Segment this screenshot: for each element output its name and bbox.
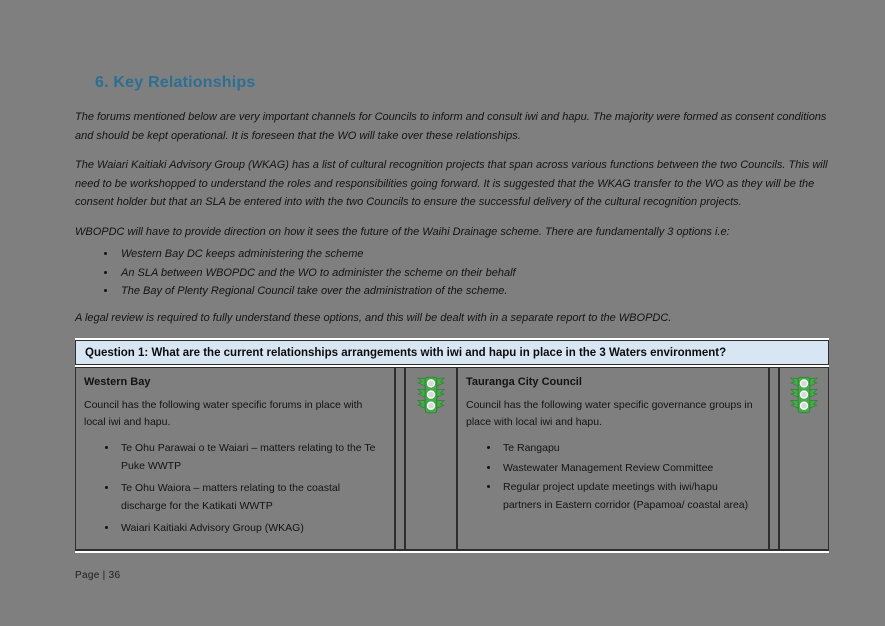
green-traffic-light-icon <box>789 376 819 414</box>
intro-paragraph-2: The Waiari Kaitiaki Advisory Group (WKAG) has a list of cultural recognition projects that span across various functions between the two Councils. This will need to be workshopped to understand the roles and responsibilities going forward. It is suggested that the WKAG transfer to the WO as they will be the consent holder but that an SLA be entered into with the two Councils to ensure the successful delivery of the cultural recognition projects. <box>75 159 828 208</box>
table-spacer <box>395 367 405 551</box>
option-item: • The Bay of Plenty Regional Council take over the administration of the scheme. <box>117 282 845 301</box>
tauranga-city-council-cell <box>457 367 769 551</box>
forum-item: • Regular project update meetings with iwi/hapu partners in Eastern corridor (Papamoa/ coastal area) <box>500 479 758 514</box>
question-table <box>75 338 829 553</box>
western-bay-status-cell <box>405 367 457 551</box>
closing-paragraph: A legal review is required to fully understand these options, and this will be dealt with in a separate report to the WBOPDC. <box>75 311 672 324</box>
forum-item: • Te Ohu Parawai o te Waiari – matters relating to the Te Puke WWTP <box>118 440 384 475</box>
option-item: • Western Bay DC keeps administering the scheme <box>117 245 845 264</box>
forum-list-western-bay <box>84 440 384 538</box>
option-item: • An SLA between WBOPDC and the WO to administer the scheme on their behalf <box>117 264 845 283</box>
forum-item: • Te Rangapu <box>500 440 758 458</box>
green-traffic-light-icon <box>416 376 446 414</box>
page-title: 6. Key Relationships <box>95 74 256 91</box>
column-intro-western-bay: Council has the following water specific forums in place with local iwi and hapu. <box>84 399 363 428</box>
forum-item: • Waiari Kaitiaki Advisory Group (WKAG) <box>118 520 384 538</box>
column-intro-tauranga: Council has the following water specific governance groups in place with local iwi and hapu. <box>466 399 753 428</box>
page-footer: Page | 36 <box>75 569 121 581</box>
western-bay-cell <box>75 367 395 551</box>
intro-paragraph-3: WBOPDC will have to provide direction on how it sees the future of the Waihi Drainage scheme. There are fundamentally 3 options i.e: <box>75 225 730 238</box>
tauranga-status-cell <box>779 367 829 551</box>
forum-list-tauranga <box>466 440 758 514</box>
forum-item: • Te Ohu Waiora – matters relating to the coastal discharge for the Katikati WWTP <box>118 480 384 515</box>
table-spacer <box>769 367 779 551</box>
forum-item: • Wastewater Management Review Committee <box>500 460 758 478</box>
question-header: Question 1: What are the current relationships arrangements with iwi and hapu in place in the 3 Waters environment? <box>75 340 829 365</box>
column-title-western-bay: Western Bay <box>84 376 151 388</box>
intro-paragraph-1: The forums mentioned below are very important channels for Councils to inform and consult iwi and hapu. The majority were formed as consent conditions and should be kept operational. It is foreseen that the WO will take over these relationships. <box>75 111 827 142</box>
column-title-tauranga: Tauranga City Council <box>466 376 582 388</box>
options-list <box>75 245 845 301</box>
